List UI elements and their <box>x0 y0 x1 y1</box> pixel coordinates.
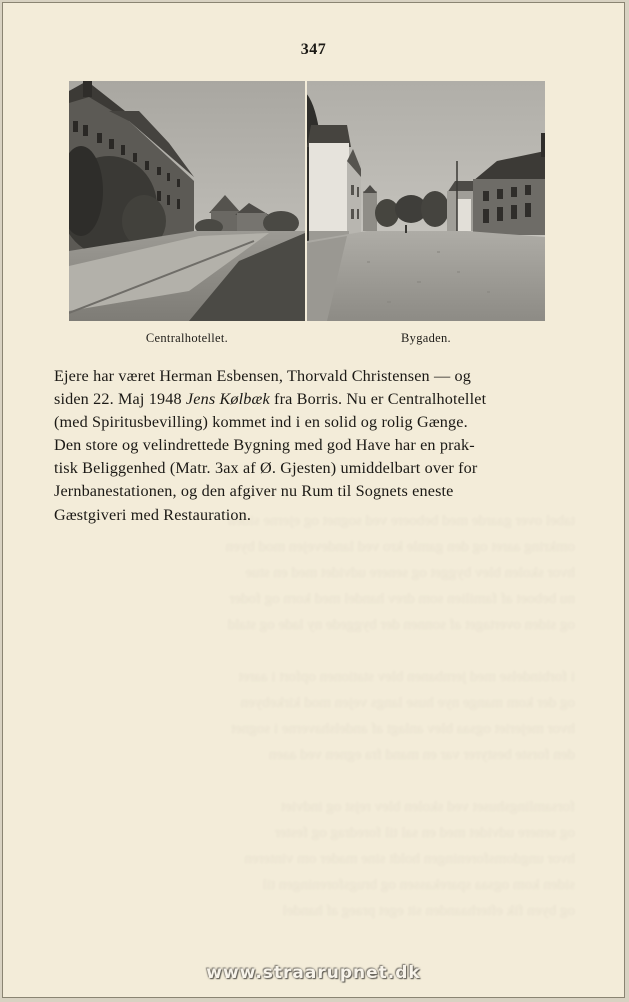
text-line-content: (med Spiritusbevilling) kommet ind i en solid og rolig Gænge. <box>54 413 468 432</box>
photo-caption-right: Bygaden. <box>401 331 451 345</box>
bleed-through-text: tabel over gaarde med beboere ved sognet og ejerne siden omkring aaret og den gamle kro ved landevejen mod byen hvor skolen blev bygget og senere udvidet med en stue nu beboet af familien som drev handel med korn og foder og siden overtaget af sonnen der byggede ny lade og stald i forbindelse med jernbanen blev stationen opfort i aaret og der kom mange nye huse langs vejen mod kirkebyen hvor mejeriet ogsaa blev anlagt af andelshaverne i sognet den forste bestyrer var en mand fra egnen ved aaen forsamlingshuset ved skolen blev rejst og indviet og senere udvidet med en sal til foredrag og fester hvor ungdomsforeningen holdt sine mader om vinteren siden kom ogsaa sparekassen og brugsforeningen til og byen fik efterhaanden sit eget praeg af handel <box>225 513 575 919</box>
text-line-content: Jernbanestationen, og den afgiver nu Rum til Sognets eneste <box>54 482 454 501</box>
photo-bygaden <box>307 81 545 321</box>
photo-caption-left: Centralhotellet. <box>145 331 229 345</box>
text-line <box>54 365 570 388</box>
photo-centralhotellet <box>69 81 305 321</box>
text-line-content: Den store og velindrettede Bygning med god Have har en prak- <box>54 436 475 455</box>
text-line <box>54 411 570 434</box>
text-line-after: fra Borris. Nu er Centralhotellet <box>269 390 487 409</box>
owner-name-italic: Jens Kølbæk <box>185 390 270 409</box>
text-line <box>54 504 570 527</box>
text-line <box>54 434 570 457</box>
text-line-content: tisk Beliggenhed (Matr. 3ax af Ø. Gjesten) umiddelbart over for <box>54 459 478 478</box>
page-number: 347 <box>300 41 327 58</box>
site-watermark: www.straarupnet.dk <box>206 963 421 983</box>
text-line-content: Ejere har været Herman Esbensen, Thorvald Christensen — og <box>54 367 472 385</box>
body-paragraph <box>54 365 570 527</box>
text-line-content: Gæstgiveri med Restauration. <box>54 505 252 524</box>
book-page <box>2 2 625 998</box>
text-line <box>54 388 570 411</box>
text-line <box>54 480 570 503</box>
text-line-before: siden 22. Maj 1948 <box>54 390 186 409</box>
text-line <box>54 457 570 480</box>
